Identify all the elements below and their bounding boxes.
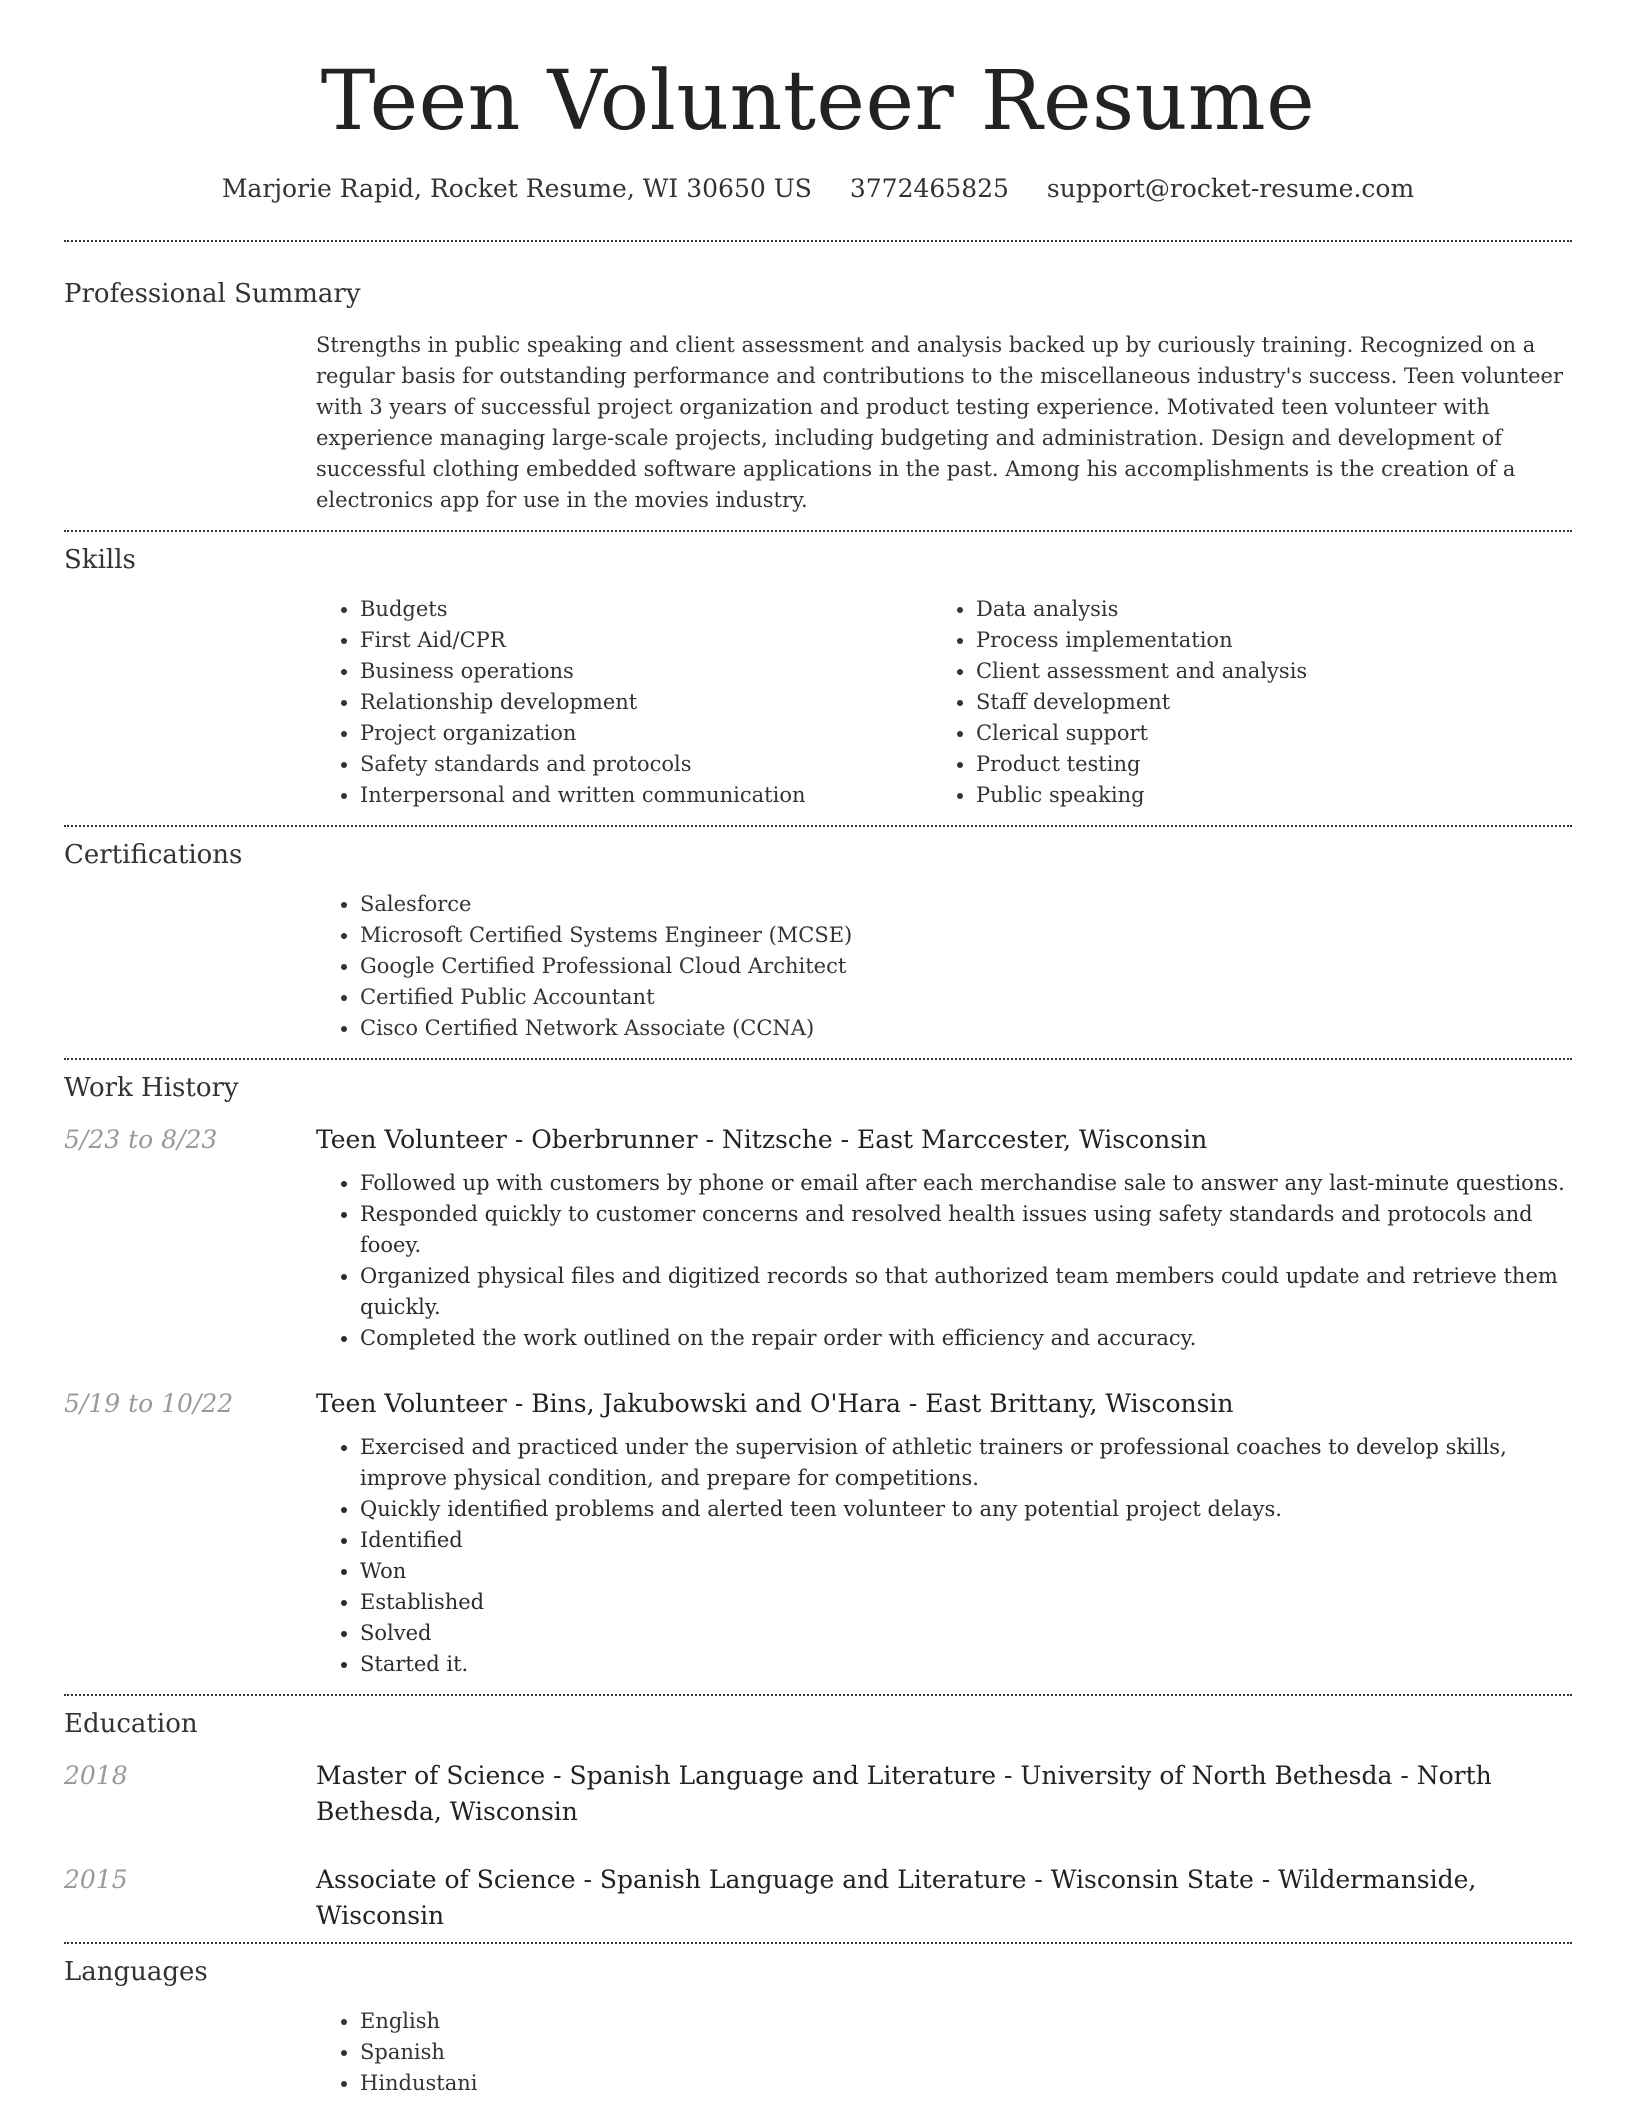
education-heading-line (316, 1862, 1572, 1934)
skills-list-right (932, 594, 1548, 811)
job-bullet: • Followed up with customers by phone or email after each merchandise sale to answer any last-minute questions. (360, 1168, 1572, 1199)
job-entry (64, 1386, 1572, 1680)
education-heading: Education (64, 1709, 198, 1739)
education-school: - University of North Bethesda - North Bethesda, Wisconsin (316, 1761, 1492, 1826)
contact-phone: 3772465825 (849, 174, 1009, 203)
certifications-heading: Certifications (64, 840, 243, 870)
job-bullets (316, 1432, 1572, 1680)
skills-columns (316, 594, 1572, 811)
education-heading-line (316, 1758, 1572, 1830)
summary-section (64, 242, 1572, 532)
skill-item: • Safety standards and protocols (360, 749, 932, 780)
job-body (316, 1386, 1572, 1680)
work-section (64, 1060, 1572, 1696)
job-date: 5/23 to 8/23 (64, 1125, 218, 1154)
job-bullet: • Won (360, 1556, 1572, 1587)
work-heading: Work History (64, 1073, 239, 1103)
job-bullet: • Quickly identified problems and alerted teen volunteer to any potential project delays. (360, 1494, 1572, 1525)
job-bullet: • Completed the work outlined on the repair order with efficiency and accuracy. (360, 1323, 1572, 1354)
job-bullet: • Started it. (360, 1649, 1572, 1680)
skill-item: • Data analysis (976, 594, 1548, 625)
education-school: - Wisconsin State - Wildermanside, Wisconsin (316, 1865, 1477, 1930)
education-entry (64, 1758, 1572, 1830)
education-body (316, 1862, 1572, 1934)
skill-item: • Interpersonal and written communication (360, 780, 932, 811)
education-entry (64, 1862, 1572, 1934)
skill-item: • Relationship development (360, 687, 932, 718)
certifications-section (64, 827, 1572, 1060)
job-heading: Teen Volunteer - Oberbrunner - Nitzsche - East Marccester, Wisconsin (316, 1125, 1208, 1154)
summary-text: Strengths in public speaking and client assessment and analysis backed up by curiously training. Recognized on a regular basis for outstanding performance and contributions to the miscellaneous industry's success. Teen volunteer with 3 years of successful project organization and product testing experience. Motivated teen volunteer with experience managing large-scale projects, including budgeting and administration. Design and development of successful clothing embedded software applications in the past. Among his accomplishments is the creation of a electronics app for use in the movies industry. (316, 333, 1563, 512)
certifications-content (316, 889, 1572, 1044)
job-body (316, 1122, 1572, 1354)
language-item: • English (360, 2006, 1572, 2037)
skill-item: • Staff development (976, 687, 1548, 718)
job-bullet: • Organized physical files and digitized records so that authorized team members could update and retrieve them quickly. (360, 1261, 1572, 1323)
job-bullet: • Solved (360, 1618, 1572, 1649)
job-bullet: • Exercised and practiced under the supervision of athletic trainers or professional coaches to develop skills, improve physical condition, and prepare for competitions. (360, 1432, 1572, 1494)
skills-section (64, 532, 1572, 827)
job-bullet: • Responded quickly to customer concerns and resolved health issues using safety standards and protocols and fooey. (360, 1199, 1572, 1261)
languages-section (64, 1944, 1572, 2112)
job-date: 5/19 to 10/22 (64, 1389, 234, 1418)
languages-list (316, 2006, 1572, 2099)
job-heading: Teen Volunteer - Bins, Jakubowski and O'Hara - East Brittany, Wisconsin (316, 1389, 1234, 1418)
education-degree: Master of Science - Spanish Language and Literature (316, 1761, 996, 1790)
language-item: • Hindustani (360, 2068, 1572, 2099)
education-section (64, 1696, 1572, 1944)
skill-item: • Public speaking (976, 780, 1548, 811)
job-bullet: • Identified (360, 1525, 1572, 1556)
certification-item: • Salesforce (360, 889, 1572, 920)
certifications-list (316, 889, 1572, 1044)
contact-address: Marjorie Rapid, Rocket Resume, WI 30650 US (221, 174, 812, 203)
contact-line (64, 152, 1572, 242)
skills-heading: Skills (64, 545, 136, 575)
skill-item: • Project organization (360, 718, 932, 749)
language-item: • Spanish (360, 2037, 1572, 2068)
skill-item: • Client assessment and analysis (976, 656, 1548, 687)
education-degree: Associate of Science - Spanish Language and Literature (316, 1865, 1027, 1894)
certification-item: • Certified Public Accountant (360, 982, 1572, 1013)
skill-item: • Business operations (360, 656, 932, 687)
job-bullet: • Established (360, 1587, 1572, 1618)
job-entry (64, 1122, 1572, 1354)
certification-item: • Google Certified Professional Cloud Architect (360, 951, 1572, 982)
skill-item: • Clerical support (976, 718, 1548, 749)
languages-heading: Languages (64, 1957, 208, 1987)
education-date: 2018 (64, 1761, 128, 1790)
contact-email: support@rocket-resume.com (1046, 174, 1415, 203)
certification-item: • Microsoft Certified Systems Engineer (MCSE) (360, 920, 1572, 951)
skills-list-left (316, 594, 932, 811)
certification-item: • Cisco Certified Network Associate (CCNA) (360, 1013, 1572, 1044)
resume-page (64, 0, 1572, 2112)
skill-item: • Product testing (976, 749, 1548, 780)
skill-item: • First Aid/CPR (360, 625, 932, 656)
skill-item: • Budgets (360, 594, 932, 625)
job-bullets (316, 1168, 1572, 1354)
education-body (316, 1758, 1572, 1830)
resume-title: Teen Volunteer Resume (320, 54, 1316, 149)
summary-heading: Professional Summary (64, 279, 361, 309)
education-date: 2015 (64, 1865, 128, 1894)
skill-item: • Process implementation (976, 625, 1548, 656)
languages-content (316, 2006, 1572, 2099)
